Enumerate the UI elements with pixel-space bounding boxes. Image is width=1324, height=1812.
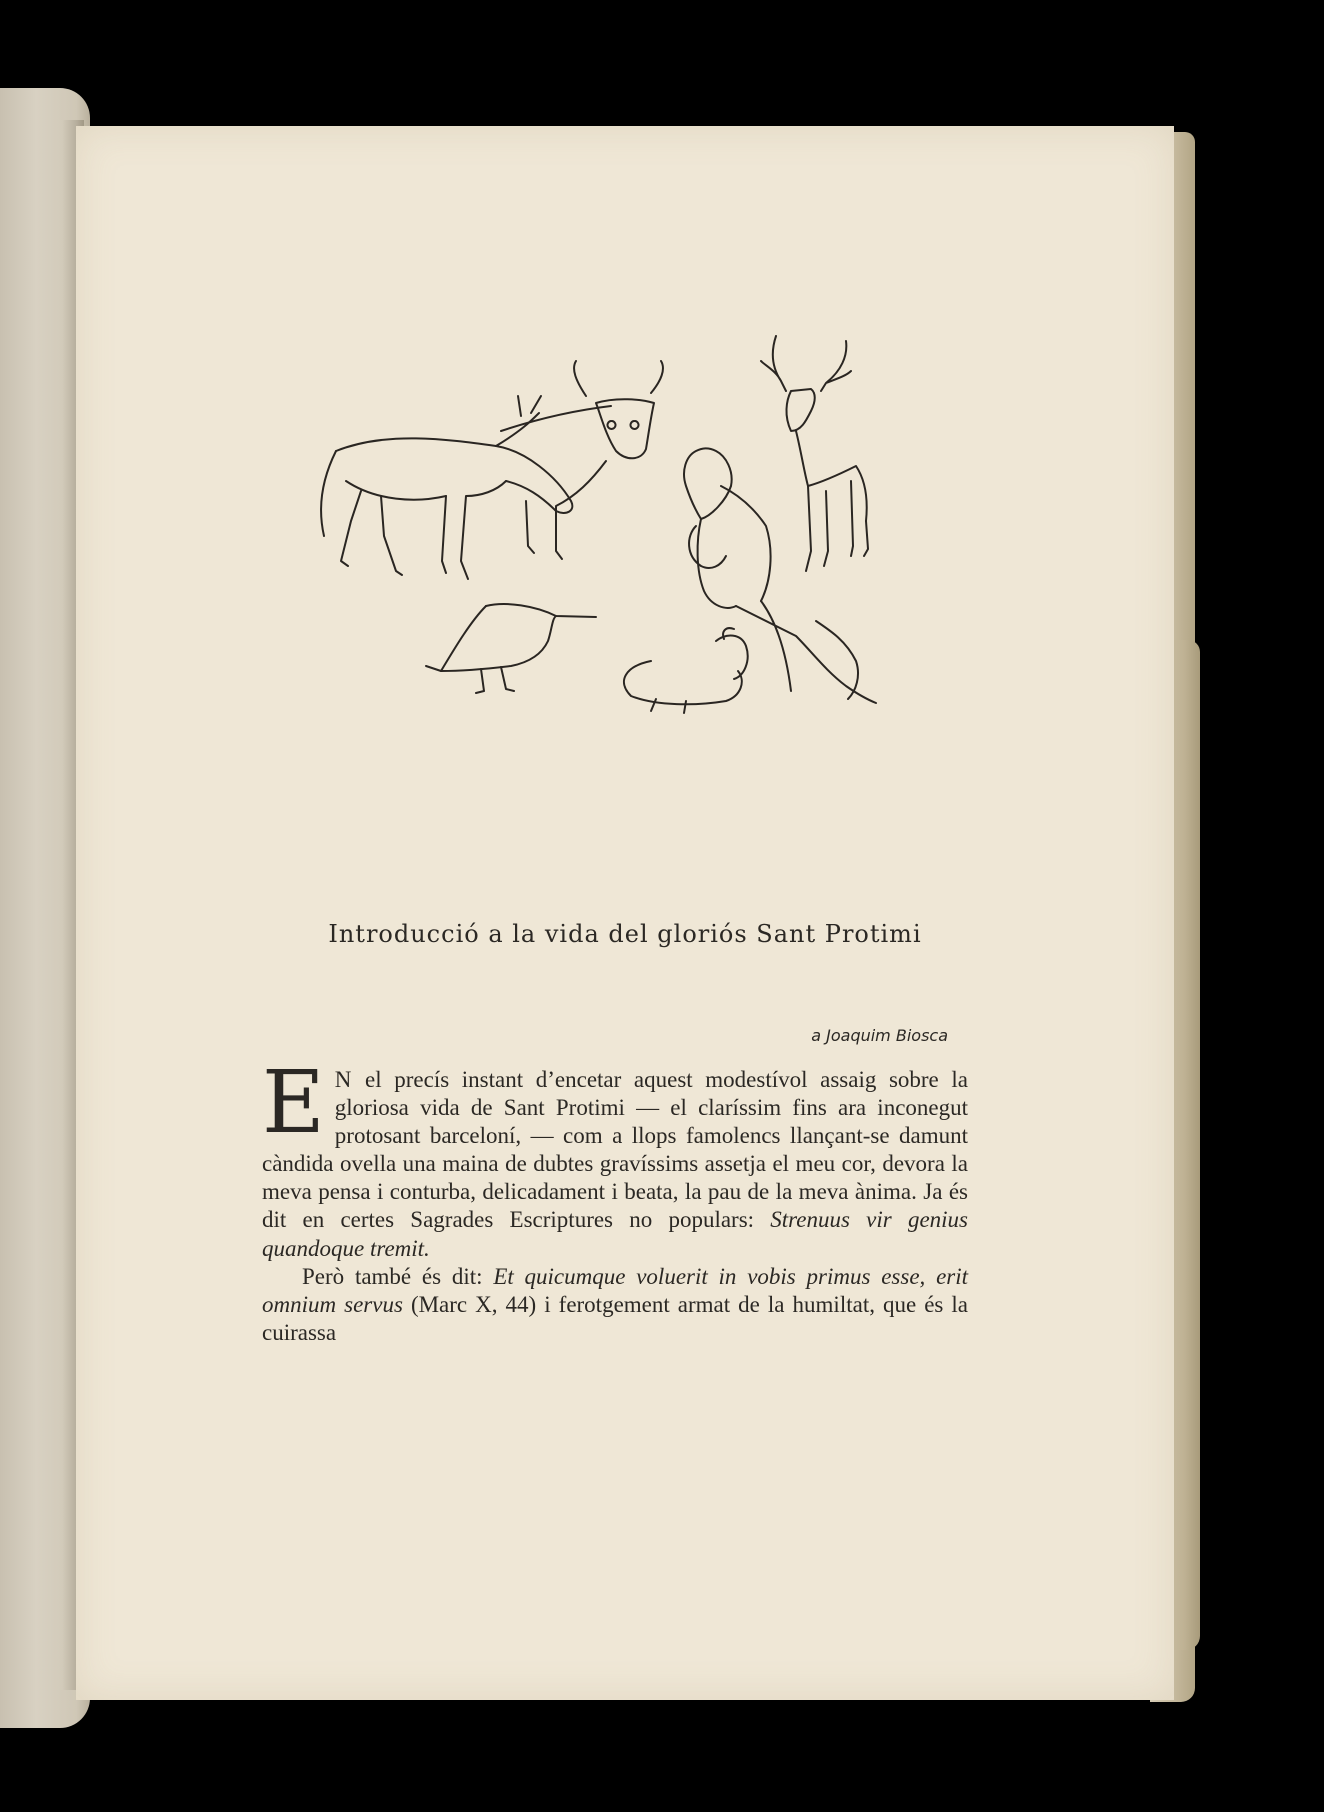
paragraph-2 [262,1263,968,1347]
paragraph-1-text: el precís instant d’encetar aquest modestívol assaig sobre la gloriosa vida de Sant Protimi — el claríssim fins ara inconegut protosant barceloní, — com a llops famolencs llançant-se damunt càndida ovella una maina de dubtes gravíssims assetja el meu cor, devora la meva pensa i conturba, delicadament i beata, la pau de la meva ànima. Ja és dit en certes Sagrades Escriptures no populars: [262,1067,968,1233]
paragraph-2-text-start: Però també és dit: [302,1263,494,1289]
bird-drawing [426,604,596,693]
latin-quote-2: Et quicumque voluerit in vobis primus esse, erit omnium servus [262,1263,969,1317]
lamb-drawing [624,628,748,713]
stag-drawing [761,336,868,571]
line-drawing [256,321,976,741]
chapter-title: Introducció a la vida del gloriós Sant Protimi [328,920,922,948]
dedication: a Joaquim Biosca [811,1026,948,1045]
latin-quote-1: Strenuus vir genius quandoque tremit. [262,1207,968,1261]
book-page [76,126,1174,1700]
paragraph-2-text-end: (Marc X, 44) i ferotgement armat de la humiltat, que és la cuirassa [262,1291,969,1345]
body-text [262,1053,969,1347]
first-word-smallcaps: N [334,1067,353,1092]
kneeling-saint-drawing [684,448,876,703]
ox-drawing [501,361,663,559]
paragraph-1 [262,1053,968,1263]
drop-cap: E [262,1053,325,1153]
saint-with-animals-illustration [256,321,976,741]
donkey-drawing [321,396,572,579]
